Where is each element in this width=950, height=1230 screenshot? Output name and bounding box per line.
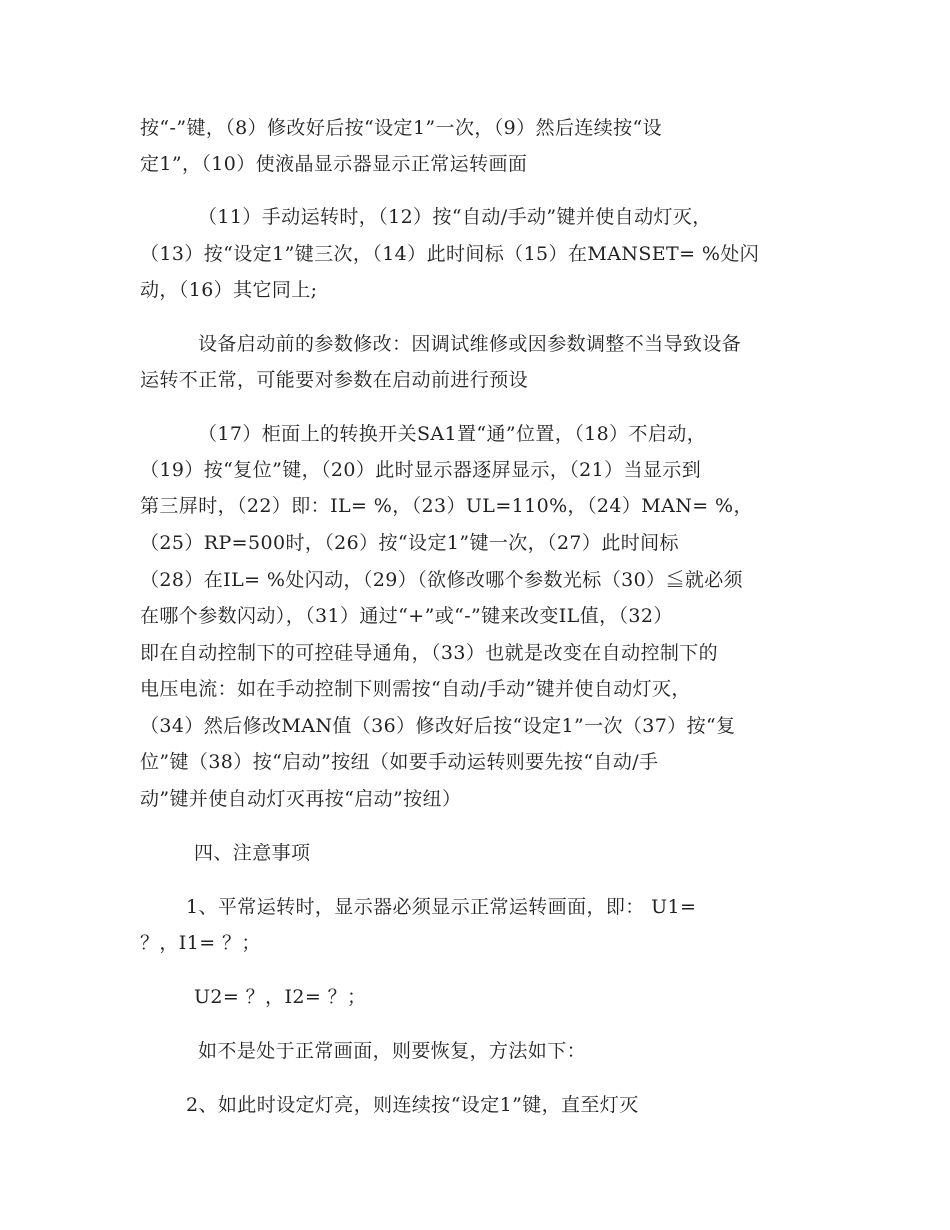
text-line: （28）在IL= %处闪动，（29）（欲修改哪个参数光标（30）≦就必须 <box>140 569 744 591</box>
text-line: （17）柜面上的转换开关SA1置“通”位置，（18）不启动， <box>198 423 707 445</box>
text-line: （25）RP=500时，（26）按“设定1”键一次，（27）此时间标 <box>140 532 679 554</box>
text-line: 2、如此时设定灯亮，则连续按“设定1”键，直至灯灭 <box>186 1094 639 1116</box>
text-line: 电压电流：如在手动控制下则需按“自动/手动”键并使自动灯灭， <box>140 678 691 700</box>
text-line: 位”键（38）按“启动”按纽（如要手动运转则要先按“自动/手 <box>140 751 659 773</box>
text-line: U2= ？，I2= ？； <box>194 986 367 1008</box>
text-line: 动，（16）其它同上; <box>140 279 318 301</box>
text-line: 即在自动控制下的可控硅导通角，（33）也就是改变在自动控制下的 <box>140 642 719 664</box>
text-line: 定1”，（10）使液晶显示器显示正常运转画面 <box>140 153 528 175</box>
text-line: 动”键并使自动灯灭再按“启动”按纽） <box>140 788 462 810</box>
text-line: （11）手动运转时，（12）按“自动/手动”键并使自动灯灭， <box>198 206 712 228</box>
text-line: 运转不正常，可能要对参数在启动前进行预设 <box>140 369 529 391</box>
text-line: 第三屏时，（22）即：IL= %，（23）UL=110%，（24）MAN= %， <box>140 495 753 517</box>
text-line: 设备启动前的参数修改：因调试维修或因参数调整不当导致设备 <box>198 333 742 355</box>
text-line: 在哪个参数闪动），（31）通过“+”或“-”键来改变IL值，（32） <box>140 605 673 627</box>
section-heading: 四、注意事项 <box>194 842 311 864</box>
text-line: 如不是处于正常画面，则要恢复，方法如下： <box>198 1040 587 1062</box>
text-line: ？，I1= ？； <box>140 932 261 954</box>
text-line: （13）按“设定1”键三次，（14）此时间标（15）在MANSET= %处闪 <box>140 243 760 265</box>
text-line: （19）按“复位”键，（20）此时显示器逐屏显示，（21）当显示到 <box>140 459 702 481</box>
text-line: 1、平常运转时，显示器必须显示正常运转画面，即： U1= <box>186 896 697 918</box>
text-line: 按“-”键，（8）修改好后按“设定1”一次，（9）然后连续按“设 <box>140 117 663 139</box>
text-line: （34）然后修改MAN值（36）修改好后按“设定1”一次（37）按“复 <box>140 715 736 737</box>
